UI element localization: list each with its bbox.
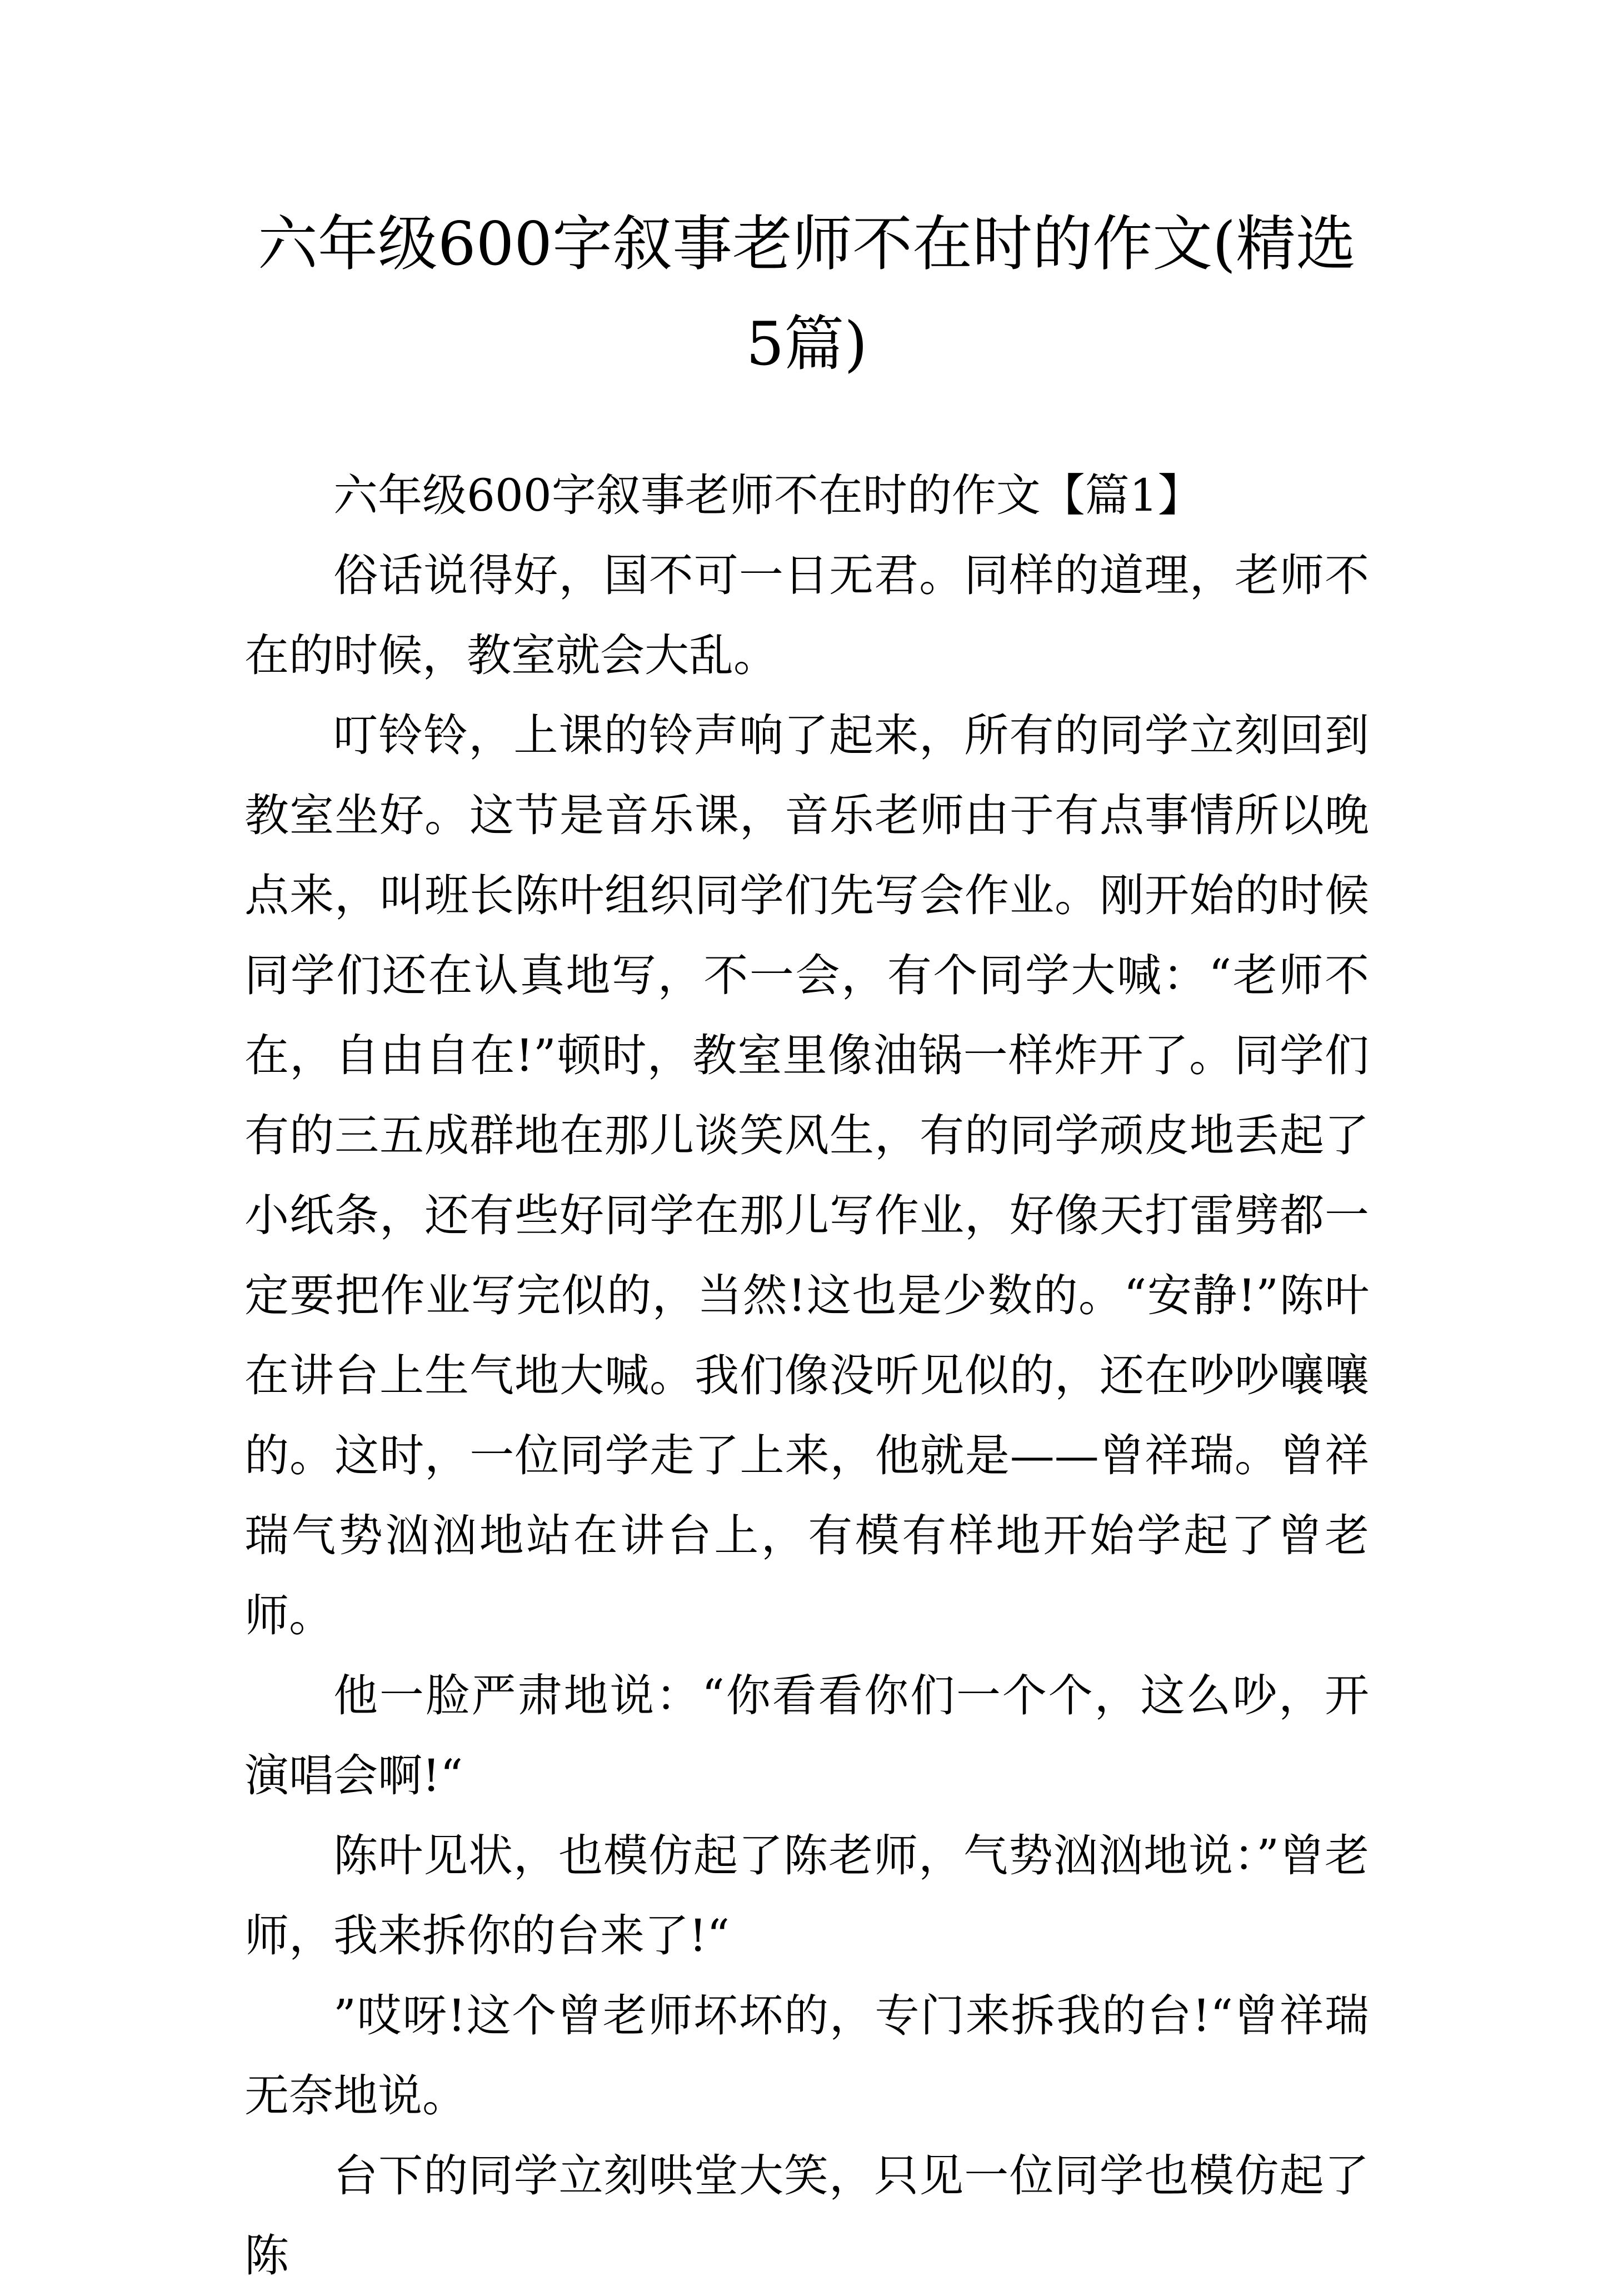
- paragraph: 台下的同学立刻哄堂大笑，只见一位同学也模仿起了陈: [244, 2150, 1369, 2282]
- title-line-2: 5篇): [746, 310, 868, 379]
- paragraph: 他一脸严肃地说：“你看看你们一个个，这么吵，开演唱会啊!“: [244, 1670, 1369, 1801]
- title-line-1: 六年级600字叙事老师不在时的作文(精选: [257, 209, 1356, 279]
- paragraph: 俗话说得好，国不可一日无君。同样的道理，老师不在的时候，教室就会大乱。: [244, 550, 1369, 681]
- document-title: [244, 194, 1369, 395]
- paragraph: ”哎呀!这个曾老师坏坏的，专门来拆我的台!“曾祥瑞无奈地说。: [244, 1990, 1369, 2122]
- paragraph: 叮铃铃，上课的铃声响了起来，所有的同学立刻回到教室坐好。这节是音乐课，音乐老师由于有点事情所以晚点来，叫班长陈叶组织同学们先写会作业。刚开始的时候同学们还在认真地写，不一会，有个同学大喊：“老师不在，自由自在!”顿时，教室里像油锅一样炸开了。同学们有的三五成群地在那儿谈笑风生，有的同学顽皮地丢起了小纸条，还有些好同学在那儿写作业，好像天打雷劈都一定要把作业写完似的，当然!这也是少数的。“安静!”陈叶在讲台上生气地大喊。我们像没听见似的，还在吵吵嚷嚷的。这时，一位同学走了上来，他就是——曾祥瑞。曾祥瑞气势汹汹地站在讲台上，有模有样地开始学起了曾老师。: [244, 710, 1369, 1641]
- section-heading: 六年级600字叙事老师不在时的作文【篇1】: [333, 470, 1202, 521]
- document-body: [244, 456, 1369, 2296]
- paragraph: 陈叶见状，也模仿起了陈老师，气势汹汹地说：”曾老师，我来拆你的台来了!“: [244, 1830, 1369, 1961]
